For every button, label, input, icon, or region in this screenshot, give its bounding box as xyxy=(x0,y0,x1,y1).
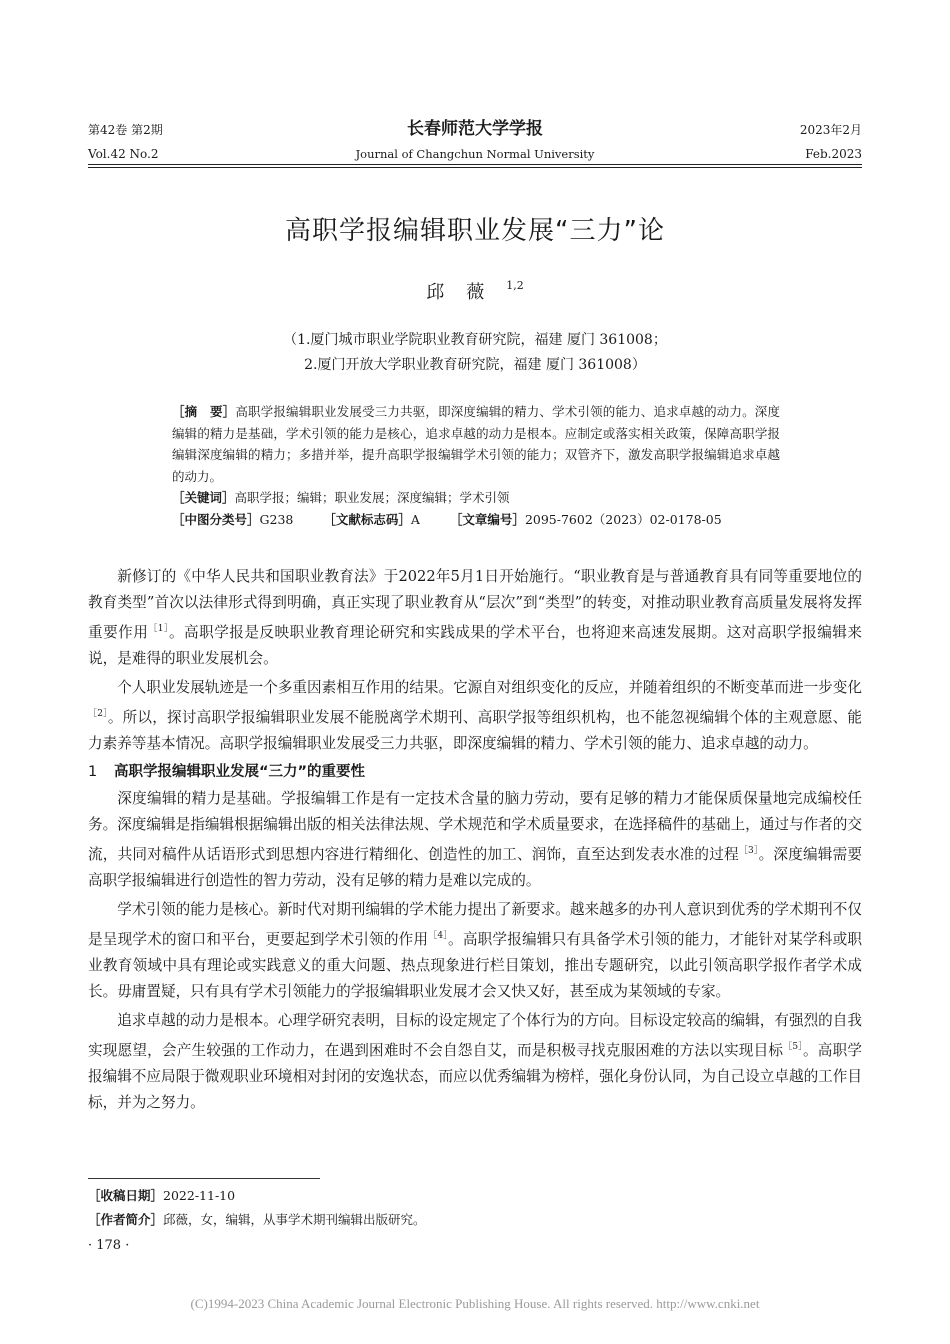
received-label: ［收稿日期］ xyxy=(88,1188,164,1203)
header-rule-second xyxy=(88,167,862,168)
paragraph-2-text-b: 。所以，探讨高职学报编辑职业发展不能脱离学术期刊、高职学报等组织机构，也不能忽视编辑个体的主观意愿、能力素养等基本情况。高职学报编辑职业发展受三力共驱，即深度编辑的精力、学术引领的能力、追求卓越的动力。 xyxy=(88,709,862,752)
citation-5: ［5］ xyxy=(783,1042,804,1052)
clc-value: G238 xyxy=(259,511,294,527)
section-1-heading xyxy=(88,759,862,785)
volume-en: Vol.42 No.2 xyxy=(88,147,159,161)
keywords xyxy=(172,487,780,509)
received-value: 2022-11-10 xyxy=(163,1188,236,1203)
clc-label: ［中图分类号］ xyxy=(172,511,260,527)
paragraph-4-text-b: 。高职学报编辑只有具备学术引领的能力，才能针对某学科或职业教育领域中具有理论或实践意义的重大问题、热点现象进行栏目策划，推出专题研究，以此引领高职学报作者学术成长。毋庸置疑，只有具有学术引领能力的学报编辑职业发展才会又快又好，甚至成为某领域的专家。 xyxy=(88,931,862,1000)
keywords-label: ［关键词］ xyxy=(172,490,235,505)
citation-2: ［2］ xyxy=(88,709,108,719)
footnote-rule xyxy=(88,1178,320,1179)
article-title: 高职学报编辑职业发展“三力”论 xyxy=(285,216,665,246)
volume-cn: 第42卷 第2期 xyxy=(88,123,163,137)
paragraph-3 xyxy=(88,786,862,894)
received-date xyxy=(88,1184,862,1208)
journal-name-en: Journal of Changchun Normal University xyxy=(355,147,595,161)
journal-name-cn: 长春师范大学学报 xyxy=(407,119,543,139)
paragraph-4 xyxy=(88,897,862,1005)
author-bio xyxy=(88,1208,862,1232)
paragraph-5-text-b: 。高职学报编辑不应局限于微观职业环境相对封闭的安逸状态，而应以优秀编辑为榜样，强化身份认同，为自己设立卓越的工作目标，并为之努力。 xyxy=(88,1042,862,1111)
paragraph-2 xyxy=(88,675,862,757)
section-1-title: 高职学报编辑职业发展“三力”的重要性 xyxy=(114,764,366,780)
author-bio-text: 邱薇，女，编辑，从事学术期刊编辑出版研究。 xyxy=(163,1212,426,1227)
citation-3: ［3］ xyxy=(738,846,759,856)
affiliations xyxy=(0,328,950,378)
doc-code-label: ［文献标志码］ xyxy=(323,511,411,527)
paragraph-3-text-a: 深度编辑的精力是基础。学报编辑工作是有一定技术含量的脑力劳动，要有足够的精力才能保质保量地完成编校任务。深度编辑是指编辑根据编辑出版的相关法律法规、学术规范和学术质量要求，在选择稿件的基础上，通过与作者的交流，共同对稿件从话语形式到思想内容进行精细化、创造性的加工、润饰，直至达到发表水准的过程 xyxy=(88,790,862,863)
paragraph-1 xyxy=(88,564,862,672)
paragraph-5-text-a: 追求卓越的动力是根本。心理学研究表明，目标的设定规定了个体行为的方向。目标设定较高的编辑，有强烈的自我实现愿望，会产生较强的工作动力，在遇到困难时不会自怨自艾，而是积极寻找克服困难的方法以实现目标 xyxy=(88,1012,862,1059)
article-no-value: 2095-7602（2023）02-0178-05 xyxy=(524,511,722,527)
page-number: · 178 · xyxy=(88,1238,130,1253)
paragraph-1-text-b: 。高职学报是反映职业教育理论研究和实践成果的学术平台，也将迎来高速发展期。这对高职学报编辑来说，是难得的职业发展机会。 xyxy=(88,624,862,667)
date-cn: 2023年2月 xyxy=(799,123,862,137)
paragraph-1-text-a: 新修订的《中华人民共和国职业教育法》于2022年5月1日开始施行。“职业教育是与普通教育具有同等重要地位的教育类型”首次以法律形式得到明确，真正实现了职业教育从“层次”到“类型”的转变，对推动职业教育高质量发展将发挥重要作用 xyxy=(88,568,862,641)
article-body xyxy=(88,564,862,1116)
citation-1: ［1］ xyxy=(148,624,169,634)
paragraph-2-text-a: 个人职业发展轨迹是一个多重因素相互作用的结果。它源自对组织变化的反应，并随着组织的不断变革而进一步变化 xyxy=(117,679,862,696)
copyright-watermark: (C)1994-2023 China Academic Journal Electronic Publishing House. All rights reserved. http://www.cnki.net xyxy=(190,1296,760,1311)
date-en: Feb.2023 xyxy=(805,147,862,161)
section-1-number: 1 xyxy=(88,764,98,780)
author-bio-label: ［作者简介］ xyxy=(88,1212,164,1227)
author-affil-marks: 1,2 xyxy=(506,279,524,292)
author-line xyxy=(0,278,950,304)
abstract xyxy=(172,401,780,487)
article-no-label: ［文章编号］ xyxy=(449,511,525,527)
paragraph-3-text-b: 。深度编辑需要高职学报编辑进行创造性的智力劳动，没有足够的精力是难以完成的。 xyxy=(88,846,862,889)
abstract-block xyxy=(172,401,780,530)
header-right xyxy=(800,118,862,166)
paragraph-4-text-a: 学术引领的能力是核心。新时代对期刊编辑的学术能力提出了新要求。越来越多的办刊人意识到优秀的学术期刊不仅是呈现学术的窗口和平台，更要起到学术引领的作用 xyxy=(88,901,862,948)
doc-code-value: A xyxy=(410,511,420,527)
abstract-text: 高职学报编辑职业发展受三力共驱，即深度编辑的精力、学术引领的能力、追求卓越的动力。深度编辑的精力是基础，学术引领的能力是核心，追求卓越的动力是根本。应制定或落实相关政策，保障高职学报编辑深度编辑的精力；多措并举，提升高职学报编辑学术引领的能力；双管齐下，激发高职学报编辑追求卓越的动力。 xyxy=(172,404,780,484)
affiliation-2: 2.厦门开放大学职业教育研究院，福建 厦门 361008） xyxy=(304,357,646,373)
classification-line xyxy=(172,509,780,531)
author-name: 邱薇 xyxy=(426,282,507,303)
footnotes xyxy=(88,1184,862,1232)
keywords-text: 高职学报；编辑；职业发展；深度编辑；学术引领 xyxy=(234,490,510,505)
abstract-label: ［摘 要］ xyxy=(172,404,236,419)
affiliation-1: （1.厦门城市职业学院职业教育研究院，福建 厦门 361008； xyxy=(283,332,667,348)
paragraph-5 xyxy=(88,1008,862,1116)
header-rule xyxy=(88,164,862,165)
citation-4: ［4］ xyxy=(428,931,449,941)
